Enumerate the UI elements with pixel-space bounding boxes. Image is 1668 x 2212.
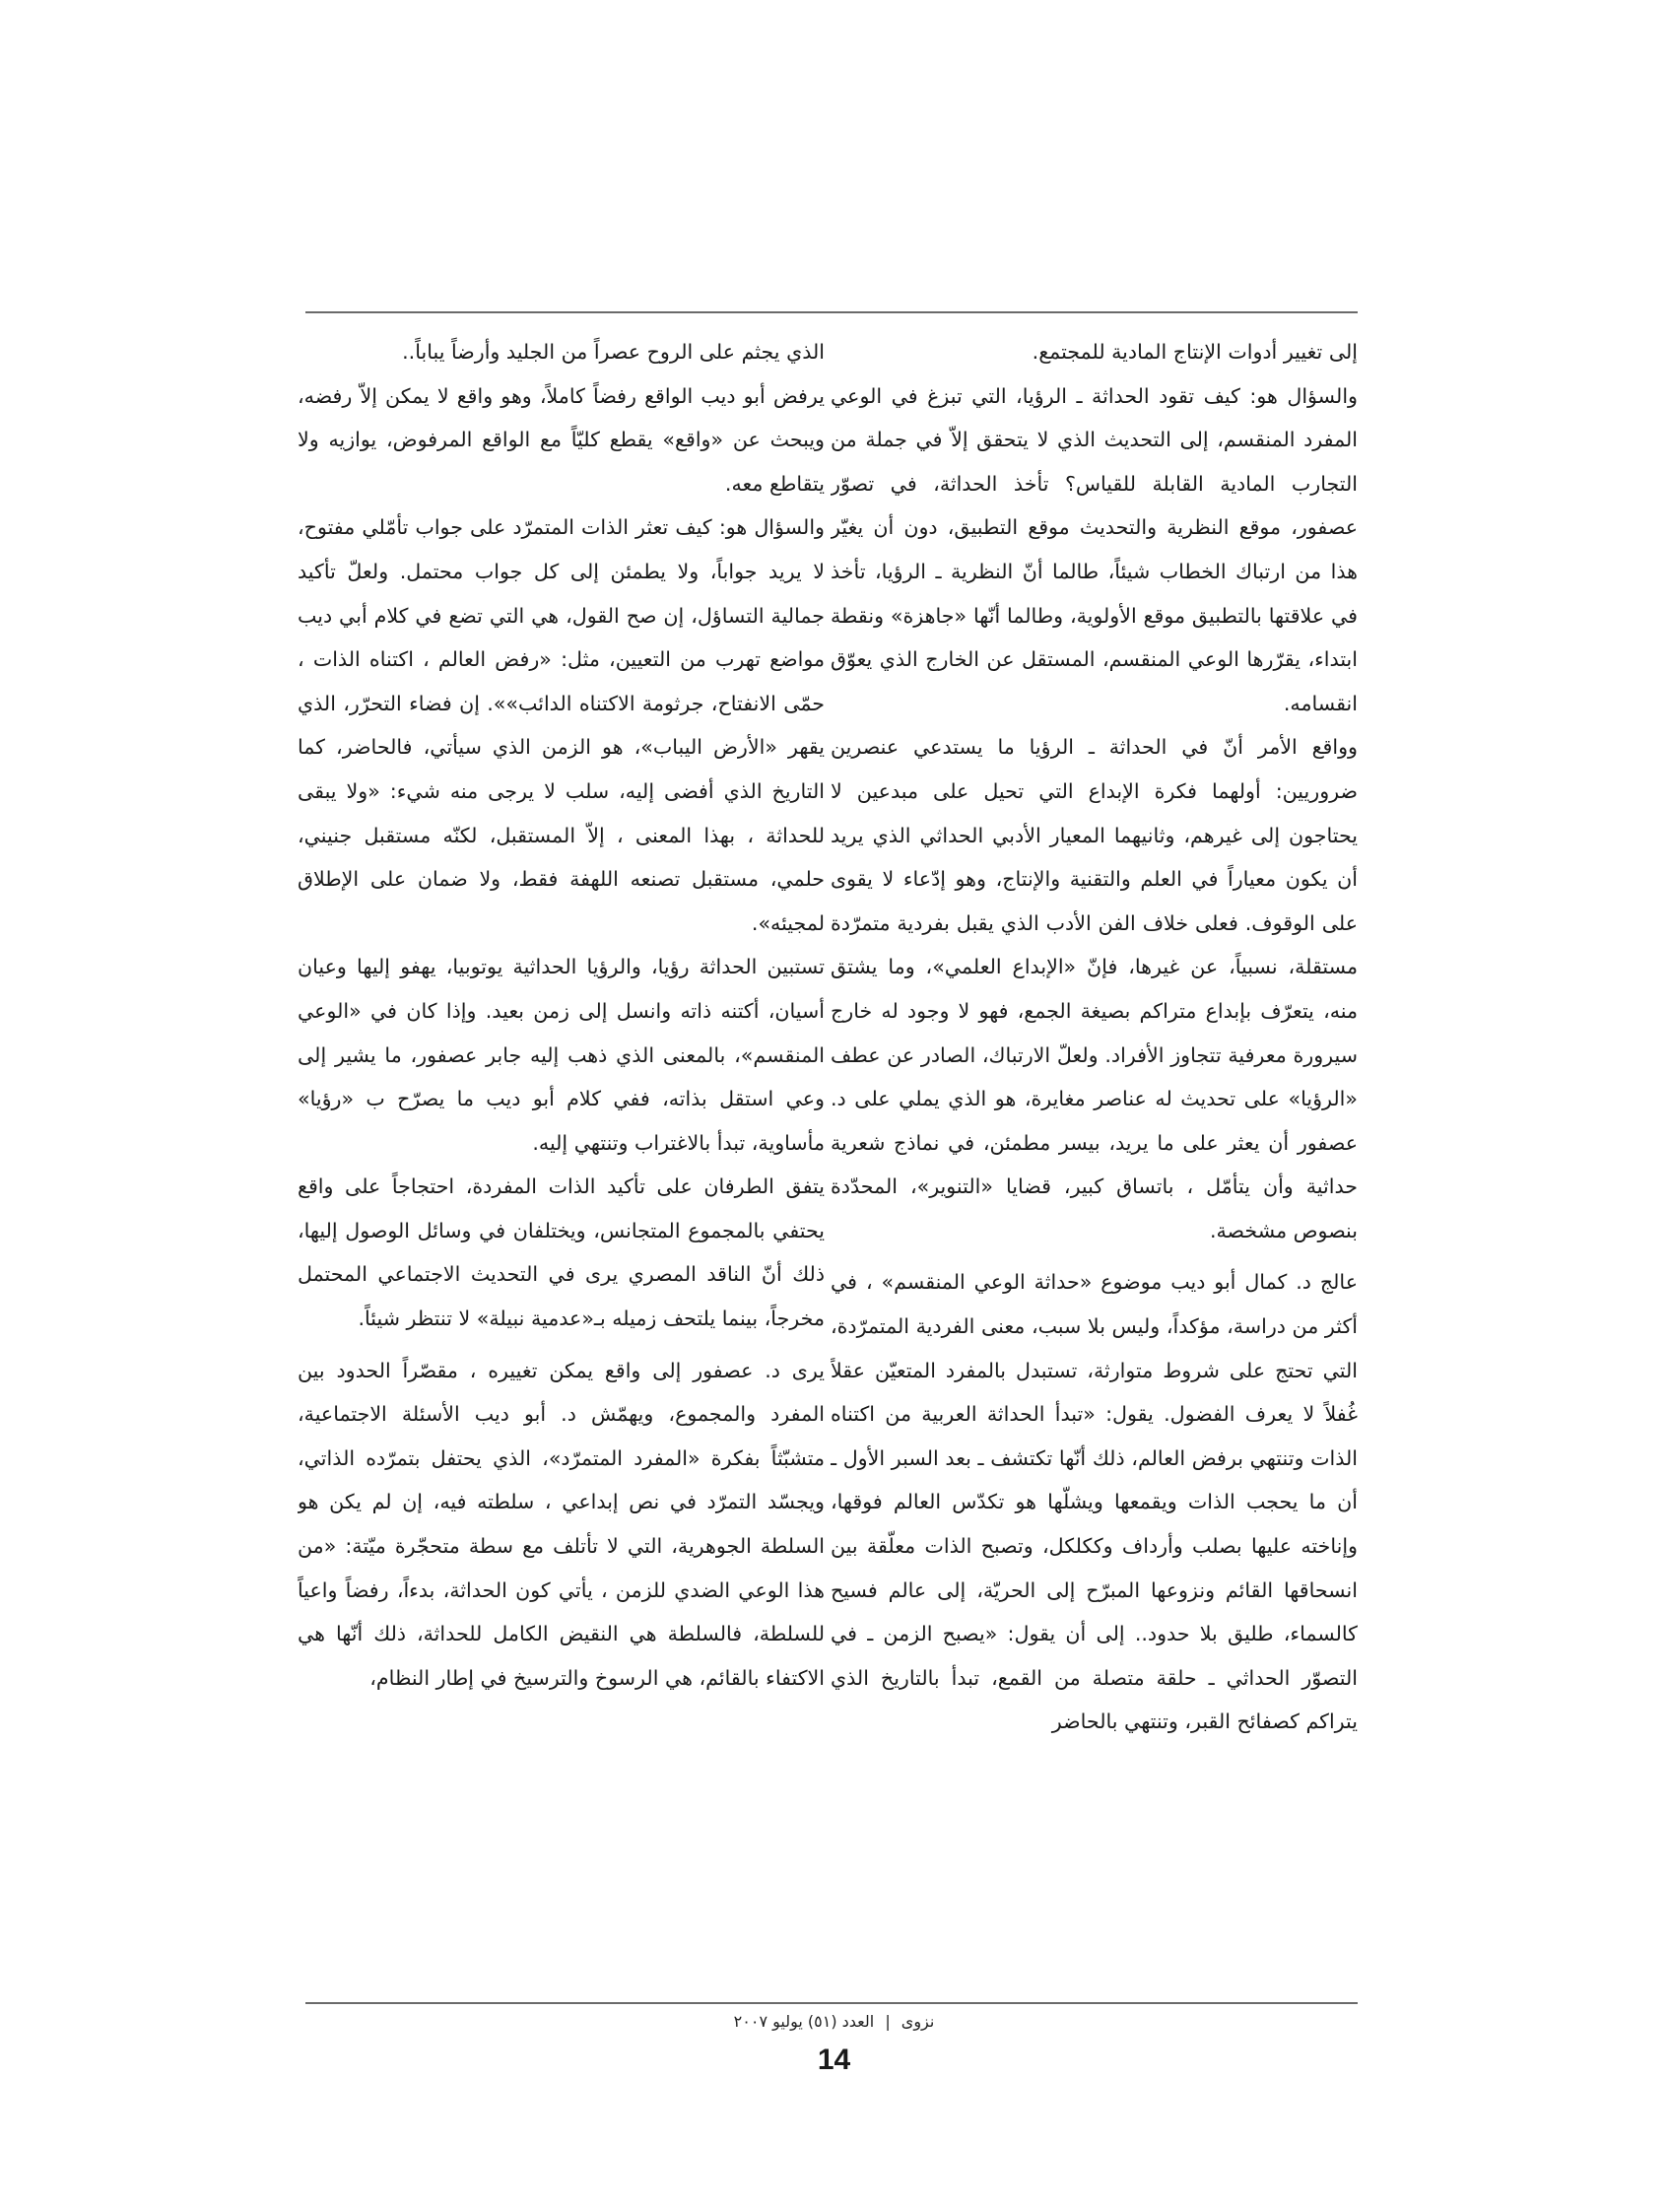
page-number: 14 [817, 2044, 851, 2076]
article-column-left [298, 330, 825, 1995]
paragraph: الذي يجثم على الروح عصراً من الجليد وأرضاً يباباً.. [402, 340, 825, 364]
paragraph: يتفق الطرفان على تأكيد الذات المفردة، احتجاجاً على واقع يحتفي بالمجموع المتجانس، ويختلفان في وسائل الوصول إليها، ذلك أنّ الناقد المصري يرى في التحديث الاجتماعي المحتمل مخرجاً، بينما يلتحف زميله بـ«عدمية نبيلة» لا تنتظر شيئاً. [298, 1174, 825, 1331]
top-divider [305, 311, 1358, 313]
magazine-name: نزوى [901, 2012, 935, 2031]
paragraph: يرى د. عصفور إلى واقع يمكن تغييره ، مقصّراً الحدود بين المفرد والمجموع، ويهمّش د. أبو ديب الأسئلة الاجتماعية، متشبّثاً بفكرة «المفرد المتمرّد»، الذي يحتفل بتمرّده الذاتي، ويجسّد التمرّد في نص إبداعي ، سلطته فيه، إن لم يكن هو السلطة الجوهرية، التي لا تأتلف مع سطة متحجّرة ميّتة: «من هذا الوعي الضدي للزمن ، يأتي كون الحداثة، بدءاً، رفضاً واعياً للسلطة، فالسلطة هي النقيض الكامل للحداثة، ذلك أنّها هي الاكتفاء بالقائم، هي الرسوخ والترسيخ في إطار النظام، [298, 1358, 825, 1690]
paragraph: والسؤال هو: كيف تعثر الذات المتمرّد على جواب تأمّلي مفتوح، لا يريد جواباً، ولا يطمئن إلى كل جواب محتمل. ولعلّ تأكيد جمالية التساؤل، إن صح القول، هي التي تضع في كلام أبي ديب مواضع تهرب من التعيين، مثل: «رفض العالم ، اكتناه الذات ، حمّى الانفتاح، جرثومة الاكتناه الدائب»». إن فضاء التحرّر، الذي يقهر «الأرض اليباب»، هو الزمن الذي سيأتي، فالحاضر، كما التاريخ الذي أفضى إليه، سلب لا يرجى منه شيء: «ولا يبقى للحداثة ، بهذا المعنى ، إلاّ المستقبل، لكنّه مستقبل جنيني، حلمي، مستقبل تصنعه اللهفة فقط، ولا ضمان على الإطلاق لمجيئه». [298, 515, 825, 935]
paragraph: يرفض أبو ديب الواقع رفضاً كاملاً، وهو واقع لا يمكن إلاّ رفضه، ويبحث عن «واقع» يقطع كليّاً مع الواقع المرفوض، يوازيه ولا يتقاطع معه. [298, 383, 825, 496]
paragraph: تستبين الحداثة رؤيا، والرؤيا الحداثية يوتوبيا، يهفو إليها وعيان أسيان، أكتنه ذاته وانسل إلى زمن بعيد. وإذا كان في «الوعي المنقسم»، بالمعنى الذي ذهب إليه جابر عصفور، ما يشير إلى وعي استقل بذاته، ففي كلام أبو ديب ما يصرّح ب «رؤيا» مأساوية، تبدأ بالاغتراب وتنتهي إليه. [298, 955, 825, 1155]
bottom-divider [305, 2002, 1358, 2004]
article-column-right [831, 330, 1358, 1995]
footer-separator: | [885, 2012, 891, 2031]
footer-issue-line [0, 2012, 1668, 2031]
issue-info: العدد (٥١) يوليو ٢٠٠٧ [733, 2012, 875, 2031]
paragraph: والسؤال هو: كيف تقود الحداثة ـ الرؤيا، التي تبزغ في الوعي المفرد المنقسم، إلى التحديث الذي لا يتحقق إلاّ في جملة من التجارب المادية القابلة للقياس؟ تأخذ الحداثة، في تصوّر عصفور، موقع النظرية والتحديث موقع التطبيق، دون أن يغيّر هذا من ارتباك الخطاب شيئاً، طالما أنّ النظرية ـ الرؤيا، تأخذ في علاقتها بالتطبيق موقع الأولوية، وطالما أنّها «جاهزة» ونقطة ابتداء، يقرّرها الوعي المنقسم، المستقل عن الخارج الذي يعوّق انقسامه. [831, 383, 1358, 715]
paragraph: عالج د. كمال أبو ديب موضوع «حداثة الوعي المنقسم» ، في أكثر من دراسة، مؤكداً، وليس بلا سبب، معنى الفردية المتمرّدة، التي تحتج على شروط متوارثة، تستبدل بالمفرد المتعيّن عقلاً غُفلاً لا يعرف الفضول. يقول: «تبدأ الحداثة العربية من اكتناه الذات وتنتهي برفض العالم، ذلك أنّها تكتشف ـ بعد السبر الأول ـ أن ما يحجب الذات ويقمعها ويشلّها هو تكدّس العالم فوقها، وإناخته عليها بصلب وأرداف وككلكل، وتصبح الذات معلّقة بين انسحاقها القائم ونزوعها المبرّح إلى الحريّة، إلى عالم فسيح كالسماء، طليق بلا حدود.. إلى أن يقول: «يصبح الزمن ـ في التصوّر الحداثي ـ حلقة متصلة من القمع، تبدأ بالتاريخ الذي يتراكم كصفائح القبر، وتنتهي بالحاضر [831, 1270, 1358, 1734]
paragraph: إلى تغيير أدوات الإنتاج المادية للمجتمع. [1032, 340, 1358, 364]
paragraph: وواقع الأمر أنّ في الحداثة ـ الرؤيا ما يستدعي عنصرين ضروريين: أولهما فكرة الإبداع التي تحيل على مبدعين لا يحتاجون إلى غيرهم، وثانيهما المعيار الأدبي الحداثي الذي يريد أن يكون معياراً في العلم والتقنية والإنتاج، وهو إدّعاء لا يقوى على الوقوف. فعلى خلاف الفن الأدب الذي يقبل بفردية متمرّدة مستقلة، نسبياً، عن غيرها، فإنّ «الإبداع العلمي»، وما يشتق منه، يتعرّف بإبداع متراكم بصيغة الجمع، فهو لا وجود له خارج سيرورة معرفية تتجاوز الأفراد. ولعلّ الارتباك، الصادر عن عطف «الرؤيا» على تحديث له عناصر مغايرة، هو الذي يملي على د. عصفور أن يعثر على ما يريد، بيسر مطمئن، في نماذج شعرية حداثية وأن يتأمّل ، باتساق كبير، قضايا «التنوير»، المحدّدة بنصوص مشخصة. [831, 735, 1358, 1242]
